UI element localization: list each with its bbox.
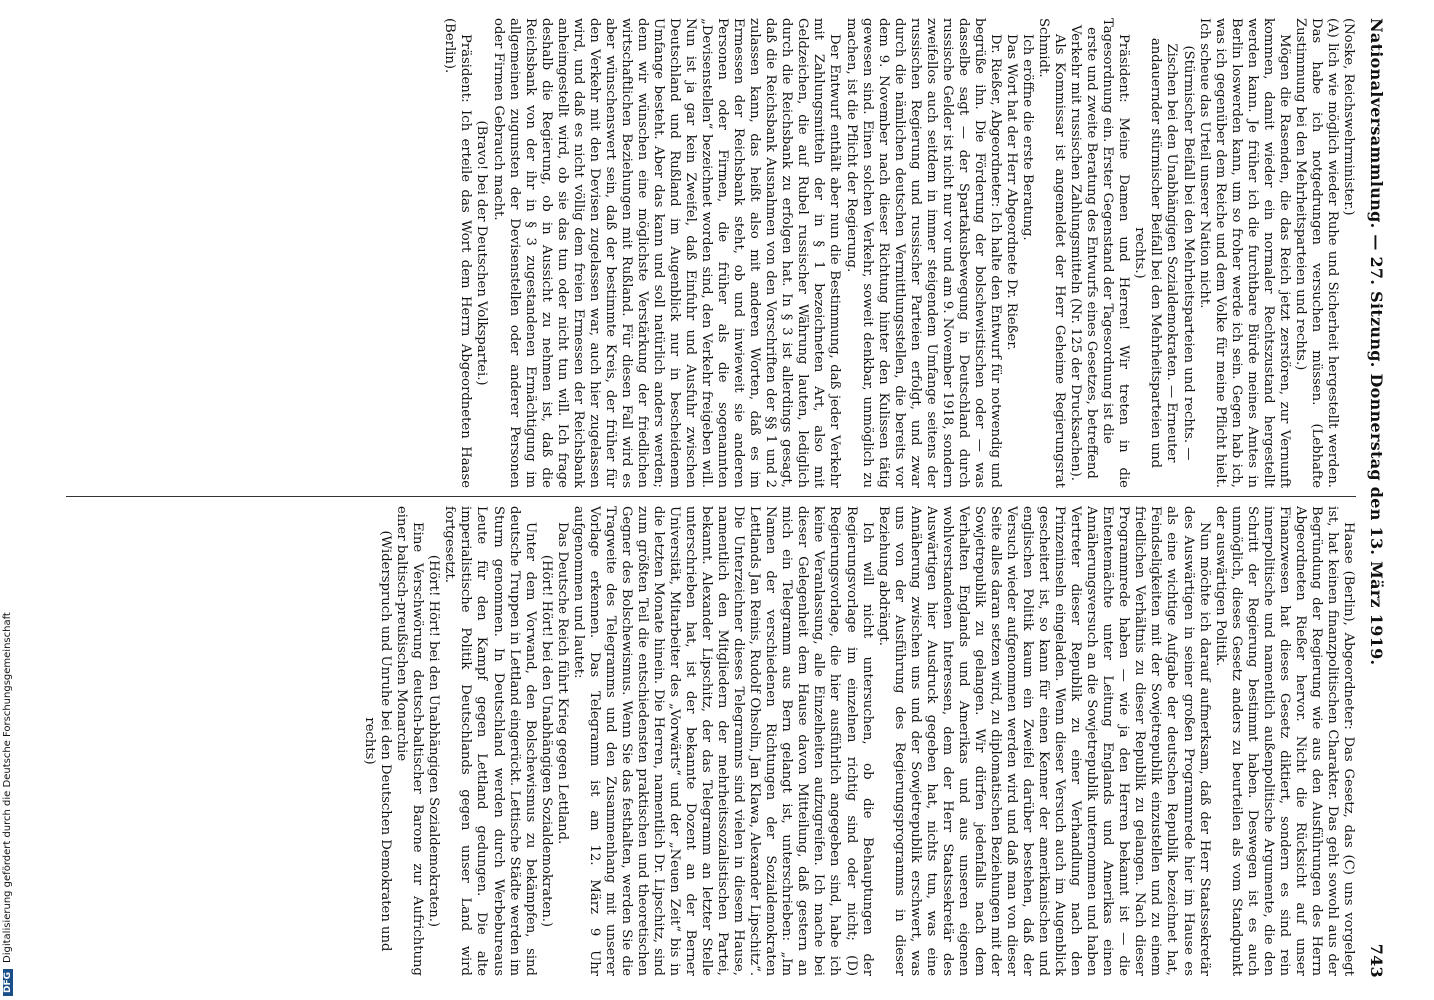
paragraph: erste und zweite Beratung des Entwurfs eines Gesetzes, betreffend Verkehr mit russischen Zahlungsmitteln (Nr. 125 der Drucksachen). [1068, 25, 1100, 481]
column-divider [66, 496, 1356, 497]
page-header [1360, 18, 1392, 978]
paragraph: (Hört! Hört! bei den Unabhängigen Sozialdemokraten.) [426, 554, 442, 928]
page-number: 743 [1367, 943, 1386, 978]
header-title: Nationalversammlung. — 27. Sitzung. Donnerstag den 13. März 1919. [1367, 18, 1386, 666]
paragraph: Ich eröffne die erste Beratung. [1020, 34, 1036, 241]
paragraph: Ich will nicht untersuchen, ob die Behauptungen der Regierungsvorlage im einzelnen richtig sind oder nicht; (D) Regierungsvorlage, die hier ausführlich angegeben sind, habe ich keine Veranlassung, alle Einzelheiten aufzugreifen. Ich mache bei dieser Gelegenheit dem Hause davon Mitteilung, daß gestern an mich ein Telegramm aus Bern gelangt ist, unterschrieben: „Im Namen der verschiedenen Richtungen der Sozialdemokraten Lettlands Jan Reinis, Rudolf Ohsolin, Jan Klawa, Alexander Lipschitz“. Die Unterzeichner dieses Telegramms sind vielen in diesem Hause, namentlich den Mitgliedern der mehrheitssozialistischen Partei, bekannt. Alexander Lipschitz, der das Telegramm an letzter Stelle unterschrieben hat, ist der bekannte Dozent an der Berner Universität, Mitarbeiter des „Vorwärts“ und der „Neuen Zeit“ bis in die letzten Monate hinein. Die Herren, namentlich Dr. Lipschitz, sind zum größten Teil die entschiedensten praktischen und theoretischen Gegner des Bolschewismus. Wenn Sie das festhalten, werden Sie die Tragweite des Telegramms und den Zusammenhang mit unserer Vorlage erkennen. Das Telegramm ist am 12. März 9 Uhr aufgenommen und lautet: [570, 506, 875, 976]
paragraph: Präsident: Meine Damen und Herren! Wir treten in die Tagesordnung ein. Erster Gegenstand der Tagesordnung ist die [1100, 18, 1132, 488]
paragraph: Mögen die Rasenden, die das Reich jetzt zerstören, zur Vernunft kommen, damit wieder ein normaler Rechtszustand hergestellt werden kann. Je früher ich die furchtbare Bürde meines Amtes in Berlin loswerden kann, um so froher werde ich sein. Gegen hab ich, was ich gegenüber dem Reiche und dem Volke für meine Pflicht hielt. Ich scheue das Urteil unserer Nation nicht. [1196, 18, 1292, 488]
paragraph: (Noske, Reichswehrminister.) [1341, 18, 1356, 216]
paragraph: Das Wort hat der Herr Abgeordnete Dr. Rießer. [1004, 34, 1020, 351]
paragraph: Dr. Rießer, Abgeordneter: Ich halte den Entwurf für notwendig und begrüße ihn. Die Förderung der bolschewistischen oder — was dasselbe sagt — der Spartakusbewegung in Deutschland durch russische Gelder ist nicht nur vor und am 9. November 1918, sondern zweifellos auch seitdem in immer steigendem Umfange seitens der russischen Regierung und russischer Parteien erfolgt, und zwar durch die nämlichen deutschen Vermittlungsstellen, die bereits vor dem 9. November nach dieser Richtung hinter den Kulissen tätig gewesen sind. Einen solchen Verkehr, soweit denkbar, unmöglich zu machen, ist die Pflicht der Regierung. [843, 18, 1003, 488]
paragraph: Unter dem Vorwand, den Bolschewismus zu bekämpfen, sind deutsche Truppen in Lettland eingerückt. Lettische Städte werden im Sturm genommen. In Deutschland werden durch Werbebureaus Leute für den Kampf gegen Lettland gedungen. Die alte imperialistische Politik Deutschlands gegen unser Land wird fortgesetzt. [442, 506, 538, 976]
newspaper-page [52, 18, 1392, 978]
paragraph: (Hört! Hört! bei den Unabhängigen Sozialdemokraten.) [538, 554, 554, 928]
paragraph: (A) lich wie möglich wieder Ruhe und Sicherheit hergestellt werden. Das habe ich notgedrungen versuchen müssen. (Lebhafte Zustimmung bei den Mehrheitsparteien und rechts.) [1292, 18, 1340, 488]
text-column-right [66, 506, 1356, 976]
paragraph: Nun möchte ich darauf aufmerksam, daß der Herr Staatssekretär des Auswärtigen in seiner großen Programmrede hier im Hause es als eine wichtige Aufgabe der deutschen Republik bezeichnet hat, Feindseligkeiten mit der Sowjetrepublik einzustellen und zu einem friedlichen Verhältnis zu dieser Republik zu gelangen. Nach dieser Programmrede haben — wie ja den Herren bekannt ist — die Ententemächte unter Leitung Englands und Amerikas einen Annäherungsversuch an die Sowjetrepublik unternommen und haben Vertreter dieser Republik zu einer Verhandlung nach den Prinzeninseln eingeladen. Wenn dieser Versuch auch im Augenblick gescheitert ist, so kann für einen Kenner der amerikanischen und englischen Politik kaum ein Zweifel darüber bestehen, daß der Versuch wieder aufgenommen werden wird und daß man von dieser Seite alles daran setzen wird, zu diplomatischen Beziehungen mit der Sowjetrepublik zu gelangen. Wir dürfen jedenfalls nach dem Verhalten Englands und Amerikas und aus unseren eigenen wohlverstandenen Interessen, dem der Herr Staatssekretär des Auswärtigen hier Ausdruck gegeben hat, nichts tun, was eine Annäherung zwischen uns und der Sowjetrepublik erschwert, was uns von der Ausführung des Regierungsprogramms in dieser Beziehung abdrängt. [875, 506, 1212, 976]
paragraph: Eine Verschwörung deutsch-baltischer Barone zur Aufrichtung einer baltisch-preußischen Monarchie [394, 506, 426, 976]
paragraph: (Bravo! bei der Deutschen Volkspartei.) [474, 120, 490, 386]
paragraph: Haase (Berlin), Abgeordneter: Das Gesetz, das (C) uns vorgelegt ist, hat keinen finanzpolitischen Charakter. Das geht sowohl aus der Begründung der Regierung wie aus den Ausführungen des Herrn Abgeordneten Rießer hervor. Nicht die Rücksicht auf unser Finanzwesen hat dieses Gesetz diktiert, sondern es sind rein innerpolitische und namentlich außenpolitische Argumente, die den Schritt der Regierung bestimmt haben. Deswegen ist es auch unmöglich, dieses Gesetz anders zu beurteilen als vom Standpunkt der auswärtigen Politik. [1212, 506, 1356, 976]
paragraph: Das Deutsche Reich führt Krieg gegen Lettland. [554, 522, 570, 845]
text-column-left [66, 18, 1356, 488]
paragraph: (Stürmischer Beifall bei den Mehrheitsparteien und rechts. — Zischen bei den Unabhängigen Sozialdemokraten. — Erneuter andauernder stürmischer Beifall bei den Mehrheitsparteien und rechts.) [1132, 37, 1196, 469]
paragraph: Als Kommissar ist angemeldet der Herr Geheime Regierungsrat Schmidt. [1036, 18, 1068, 488]
credit-text: Digitalisierung gefördert durch die Deutsche Forschungsgemeinschaft [2, 612, 13, 963]
paragraph: (Widerspruch und Unruhe bei den Deutschen Demokraten und rechts) [362, 530, 394, 952]
dfg-logo: DFG [3, 969, 13, 996]
paragraph: Präsident: Ich erteile das Wort dem Herrn Abgeordneten Haase (Berlin). [442, 18, 474, 488]
digitization-credit [2, 6, 18, 996]
paragraph: Der Entwurf enthält aber nun die Bestimmung, daß jeder Verkehr mit Zahlungsmitteln der in § 1 bezeichneten Art, also mit Geldzeichen, die auf Rubel russischer Währung lauten, lediglich durch die Reichsbank zu erfolgen hat. In § 3 ist allerdings gesagt, daß die Reichsbank Ausnahmen von den Vorschriften der §§ 1 und 2 zulassen kann, das heißt also mit anderen Worten, daß es im Ermessen der Reichsbank steht, ob und inwieweit sie anderen Personen oder Firmen, die früher als die sogenannten „Devisenstellen“ bezeichnet worden sind, den Verkehr freigeben will. Nun ist ja gar kein Zweifel, daß Einfuhr und Ausfuhr zwischen Deutschland und Rußland im Augenblick nur in bescheidenem Umfange besteht. Aber das kann und soll natürlich anders werden; denn wir wünschen eine möglichste Verstärkung der friedlichen wirtschaftlichen Beziehungen mit Rußland. Für diesen Fall wird es aber wünschenswert sein, daß der bestimmte Kreis, der früher für den Verkehr mit den Devisen zugelassen war, auch hier zugelassen wird, und daß es nicht völlig dem freien Ermessen der Reichsbank anheimgestellt wird, ob sie das tun oder nicht tun will. Ich frage deshalb die Regierung, ob in Aussicht zu nehmen ist, daß die Reichsbank von der ihr in § 3 zugestandenen Ermächtigung im allgemeinen zugunsten der Devisenstellen oder anderer Personen oder Firmen Gebrauch macht. [490, 18, 843, 488]
